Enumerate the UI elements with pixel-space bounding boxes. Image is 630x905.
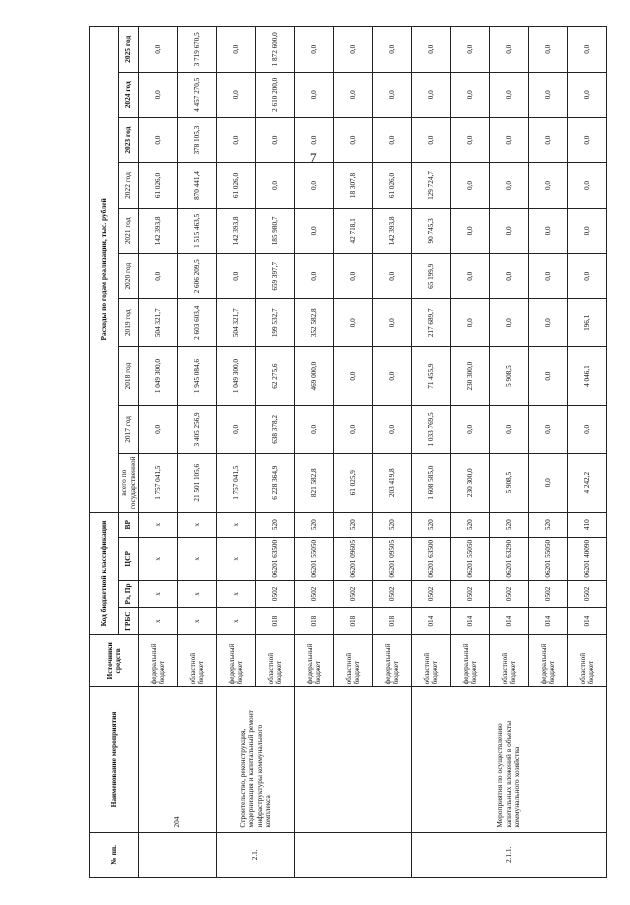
y2018-cell: 469 000,0	[295, 347, 334, 406]
source-cell: областной бюджет	[568, 635, 607, 687]
y2023-cell: 0,0	[217, 117, 256, 162]
y2021-cell: 142 393,8	[217, 208, 256, 253]
rzpr-cell: x	[217, 580, 256, 607]
header-csr: ЦСР	[119, 537, 139, 580]
y2022-cell: 18 307,8	[334, 163, 373, 208]
y2025-cell: 0,0	[217, 27, 256, 73]
y2025-cell: 1 872 600,0	[256, 27, 295, 73]
y2023-cell: 0,0	[295, 117, 334, 162]
header-expenses-group: Расходы по годам реализации, тыс. рублей	[90, 27, 119, 513]
total-cell: 0,0	[529, 453, 568, 512]
y2023-cell: 0,0	[529, 117, 568, 162]
grbs-cell: 014	[412, 608, 451, 635]
y2022-cell: 61 026,0	[373, 163, 412, 208]
header-rzpr: Рз, Пр	[119, 580, 139, 607]
y2017-cell: 0,0	[529, 406, 568, 454]
rzpr-cell: x	[139, 580, 178, 607]
y2022-cell: 870 441,4	[178, 163, 217, 208]
y2019-cell: 0,0	[373, 299, 412, 347]
y2020-cell: 659 397,7	[256, 254, 295, 299]
y2024-cell: 2 610 200,0	[256, 72, 295, 117]
y2024-cell: 0,0	[529, 72, 568, 117]
header-grbs: ГРБС	[119, 608, 139, 635]
vr-cell: 520	[334, 512, 373, 537]
y2020-cell: 0,0	[490, 254, 529, 299]
csr-cell: 06201 63290	[490, 537, 529, 580]
y2019-cell: 217 689,7	[412, 299, 451, 347]
y2020-cell: 0,0	[295, 254, 334, 299]
header-code-group: Код бюджетной классификации	[90, 512, 119, 635]
y2021-cell: 0,0	[529, 208, 568, 253]
table-row	[412, 27, 451, 878]
y2018-cell: 1 049 300,0	[217, 347, 256, 406]
total-cell: 821 582,8	[295, 453, 334, 512]
vr-cell: 520	[490, 512, 529, 537]
y2017-cell: 1 033 769,5	[412, 406, 451, 454]
source-cell: областной бюджет	[490, 635, 529, 687]
y2017-cell: 3 405 256,9	[178, 406, 217, 454]
y2023-cell: 0,0	[139, 117, 178, 162]
header-2021: 2021 год	[119, 208, 139, 253]
header-2024: 2024 год	[119, 72, 139, 117]
header-vr: ВР	[119, 512, 139, 537]
row-number	[295, 832, 412, 877]
total-cell: 6 228 364,9	[256, 453, 295, 512]
y2024-cell: 0,0	[412, 72, 451, 117]
y2023-cell: 378 105,3	[178, 117, 217, 162]
csr-cell: 06201 09605	[334, 537, 373, 580]
y2017-cell: 0,0	[295, 406, 334, 454]
vr-cell: 520	[295, 512, 334, 537]
total-cell: 61 025,9	[334, 453, 373, 512]
rzpr-cell: 0502	[373, 580, 412, 607]
csr-cell: 06201 63500	[256, 537, 295, 580]
measure-name: Строительство, реконструкция, модернизация и капитальный ремонт инфраструктуры коммунального комплекса	[217, 687, 295, 832]
source-cell: федеральный бюджет	[373, 635, 412, 687]
y2021-cell: 185 980,7	[256, 208, 295, 253]
y2020-cell: 0,0	[334, 254, 373, 299]
y2018-cell: 0,0	[373, 347, 412, 406]
page-number: 7	[310, 150, 317, 165]
source-cell: федеральный бюджет	[529, 635, 568, 687]
y2025-cell: 0,0	[295, 27, 334, 73]
total-cell: 203 419,8	[373, 453, 412, 512]
y2020-cell: 0,0	[373, 254, 412, 299]
y2022-cell: 0,0	[568, 163, 607, 208]
y2024-cell: 0,0	[373, 72, 412, 117]
y2019-cell: 0,0	[334, 299, 373, 347]
grbs-cell: 014	[568, 608, 607, 635]
vr-cell: 520	[412, 512, 451, 537]
source-cell: областной бюджет	[256, 635, 295, 687]
y2018-cell: 62 275,6	[256, 347, 295, 406]
y2019-cell: 2 603 603,4	[178, 299, 217, 347]
vr-cell: 520	[451, 512, 490, 537]
rotated-table-container	[89, 26, 609, 878]
y2022-cell: 129 724,7	[412, 163, 451, 208]
budget-table	[89, 26, 607, 878]
total-cell: 5 908,5	[490, 453, 529, 512]
y2022-cell: 61 026,0	[217, 163, 256, 208]
y2020-cell: 0,0	[568, 254, 607, 299]
y2021-cell: 142 393,8	[139, 208, 178, 253]
y2017-cell: 0,0	[490, 406, 529, 454]
vr-cell: 520	[256, 512, 295, 537]
y2023-cell: 0,0	[256, 117, 295, 162]
y2017-cell: 0,0	[373, 406, 412, 454]
y2017-cell: 0,0	[568, 406, 607, 454]
y2021-cell: 0,0	[451, 208, 490, 253]
measure-name	[295, 687, 412, 832]
y2022-cell: 0,0	[295, 163, 334, 208]
grbs-cell: 014	[529, 608, 568, 635]
y2021-cell: 90 745,3	[412, 208, 451, 253]
header-2025: 2025 год	[119, 27, 139, 73]
y2020-cell: 65 199,9	[412, 254, 451, 299]
csr-cell: x	[178, 537, 217, 580]
header-2017: 2017 год	[119, 406, 139, 454]
total-cell: 21 501 105,6	[178, 453, 217, 512]
rzpr-cell: 0502	[529, 580, 568, 607]
grbs-cell: x	[178, 608, 217, 635]
y2019-cell: 504 321,7	[217, 299, 256, 347]
y2018-cell: 71 455,9	[412, 347, 451, 406]
table-row	[295, 27, 334, 878]
grbs-cell: 018	[256, 608, 295, 635]
grbs-cell: 018	[334, 608, 373, 635]
row-number: 2.1.1.	[412, 832, 607, 877]
y2019-cell: 0,0	[490, 299, 529, 347]
y2025-cell: 0,0	[529, 27, 568, 73]
y2018-cell: 1 049 300,0	[139, 347, 178, 406]
y2019-cell: 0,0	[451, 299, 490, 347]
y2025-cell: 0,0	[139, 27, 178, 73]
y2021-cell: 0,0	[490, 208, 529, 253]
y2021-cell: 42 718,1	[334, 208, 373, 253]
header-total: всего по государственной	[119, 453, 139, 512]
y2020-cell: 0,0	[529, 254, 568, 299]
y2021-cell: 1 515 463,5	[178, 208, 217, 253]
y2023-cell: 0,0	[412, 117, 451, 162]
y2018-cell: 230 300,0	[451, 347, 490, 406]
y2017-cell: 0,0	[334, 406, 373, 454]
rzpr-cell: x	[178, 580, 217, 607]
vr-cell: x	[217, 512, 256, 537]
y2018-cell: 0,0	[529, 347, 568, 406]
table-row	[217, 27, 256, 878]
rzpr-cell: 0502	[334, 580, 373, 607]
y2022-cell: 0,0	[256, 163, 295, 208]
source-cell: федеральный бюджет	[217, 635, 256, 687]
y2024-cell: 0,0	[217, 72, 256, 117]
header-2022: 2022 год	[119, 163, 139, 208]
y2018-cell: 4 046,1	[568, 347, 607, 406]
y2022-cell: 0,0	[451, 163, 490, 208]
total-cell: 1 757 041,5	[139, 453, 178, 512]
y2020-cell: 0,0	[139, 254, 178, 299]
y2017-cell: 638 378,2	[256, 406, 295, 454]
table-row	[139, 27, 178, 878]
csr-cell: 06201 63500	[412, 537, 451, 580]
total-cell: 4 242,2	[568, 453, 607, 512]
y2025-cell: 0,0	[412, 27, 451, 73]
source-cell: федеральный бюджет	[295, 635, 334, 687]
source-cell: федеральный бюджет	[451, 635, 490, 687]
y2020-cell: 0,0	[217, 254, 256, 299]
y2019-cell: 352 582,8	[295, 299, 334, 347]
header-name: Наименование мероприятия	[90, 687, 139, 832]
y2024-cell: 0,0	[139, 72, 178, 117]
y2020-cell: 0,0	[451, 254, 490, 299]
grbs-cell: x	[139, 608, 178, 635]
y2018-cell: 1 945 084,6	[178, 347, 217, 406]
header-2023: 2023 год	[119, 117, 139, 162]
header-2019: 2019 год	[119, 299, 139, 347]
total-cell: 1 757 041,5	[217, 453, 256, 512]
rzpr-cell: 0502	[295, 580, 334, 607]
y2024-cell: 0,0	[334, 72, 373, 117]
vr-cell: x	[178, 512, 217, 537]
y2025-cell: 0,0	[451, 27, 490, 73]
y2021-cell: 142 393,8	[373, 208, 412, 253]
grbs-cell: 018	[373, 608, 412, 635]
vr-cell: x	[139, 512, 178, 537]
csr-cell: 06201 55050	[529, 537, 568, 580]
y2017-cell: 0,0	[217, 406, 256, 454]
source-cell: областной бюджет	[412, 635, 451, 687]
y2024-cell: 4 457 270,5	[178, 72, 217, 117]
y2017-cell: 0,0	[451, 406, 490, 454]
row-number: 2.1.	[217, 832, 295, 877]
rzpr-cell: 0502	[568, 580, 607, 607]
y2024-cell: 0,0	[295, 72, 334, 117]
header-2020: 2020 год	[119, 254, 139, 299]
csr-cell: 06201 40090	[568, 537, 607, 580]
y2023-cell: 0,0	[490, 117, 529, 162]
y2019-cell: 199 532,7	[256, 299, 295, 347]
csr-cell: 06201 55050	[295, 537, 334, 580]
y2025-cell: 0,0	[568, 27, 607, 73]
measure-name: 204	[139, 687, 217, 832]
y2018-cell: 5 908,5	[490, 347, 529, 406]
rzpr-cell: 0502	[412, 580, 451, 607]
grbs-cell: x	[217, 608, 256, 635]
csr-cell: 06201 55050	[451, 537, 490, 580]
y2024-cell: 0,0	[490, 72, 529, 117]
header-source: Источники средств	[90, 635, 139, 687]
rzpr-cell: 0502	[490, 580, 529, 607]
y2025-cell: 0,0	[490, 27, 529, 73]
y2024-cell: 0,0	[568, 72, 607, 117]
vr-cell: 410	[568, 512, 607, 537]
y2025-cell: 0,0	[373, 27, 412, 73]
y2018-cell: 0,0	[334, 347, 373, 406]
y2023-cell: 0,0	[373, 117, 412, 162]
y2019-cell: 196,1	[568, 299, 607, 347]
header-2018: 2018 год	[119, 347, 139, 406]
y2019-cell: 504 321,7	[139, 299, 178, 347]
y2021-cell: 0,0	[295, 208, 334, 253]
source-cell: областной бюджет	[334, 635, 373, 687]
rzpr-cell: 0502	[451, 580, 490, 607]
total-cell: 1 608 585,0	[412, 453, 451, 512]
total-cell: 230 300,0	[451, 453, 490, 512]
measure-name: Мероприятия по осуществлению капитальных вложений в объекты коммунального хозяйства	[412, 687, 607, 832]
y2023-cell: 0,0	[451, 117, 490, 162]
y2025-cell: 3 719 670,5	[178, 27, 217, 73]
y2021-cell: 0,0	[568, 208, 607, 253]
csr-cell: 06201 09505	[373, 537, 412, 580]
y2022-cell: 0,0	[529, 163, 568, 208]
y2019-cell: 0,0	[529, 299, 568, 347]
grbs-cell: 018	[295, 608, 334, 635]
csr-cell: x	[217, 537, 256, 580]
y2022-cell: 0,0	[490, 163, 529, 208]
source-cell: областной бюджет	[178, 635, 217, 687]
y2024-cell: 0,0	[451, 72, 490, 117]
row-number	[139, 832, 217, 877]
y2023-cell: 0,0	[568, 117, 607, 162]
y2017-cell: 0,0	[139, 406, 178, 454]
rzpr-cell: 0502	[256, 580, 295, 607]
header-no: № пп.	[90, 832, 139, 877]
y2025-cell: 0,0	[334, 27, 373, 73]
vr-cell: 520	[373, 512, 412, 537]
vr-cell: 520	[529, 512, 568, 537]
csr-cell: x	[139, 537, 178, 580]
y2022-cell: 61 026,0	[139, 163, 178, 208]
grbs-cell: 014	[490, 608, 529, 635]
y2023-cell: 0,0	[334, 117, 373, 162]
y2020-cell: 2 606 209,5	[178, 254, 217, 299]
source-cell: федеральный бюджет	[139, 635, 178, 687]
grbs-cell: 014	[451, 608, 490, 635]
